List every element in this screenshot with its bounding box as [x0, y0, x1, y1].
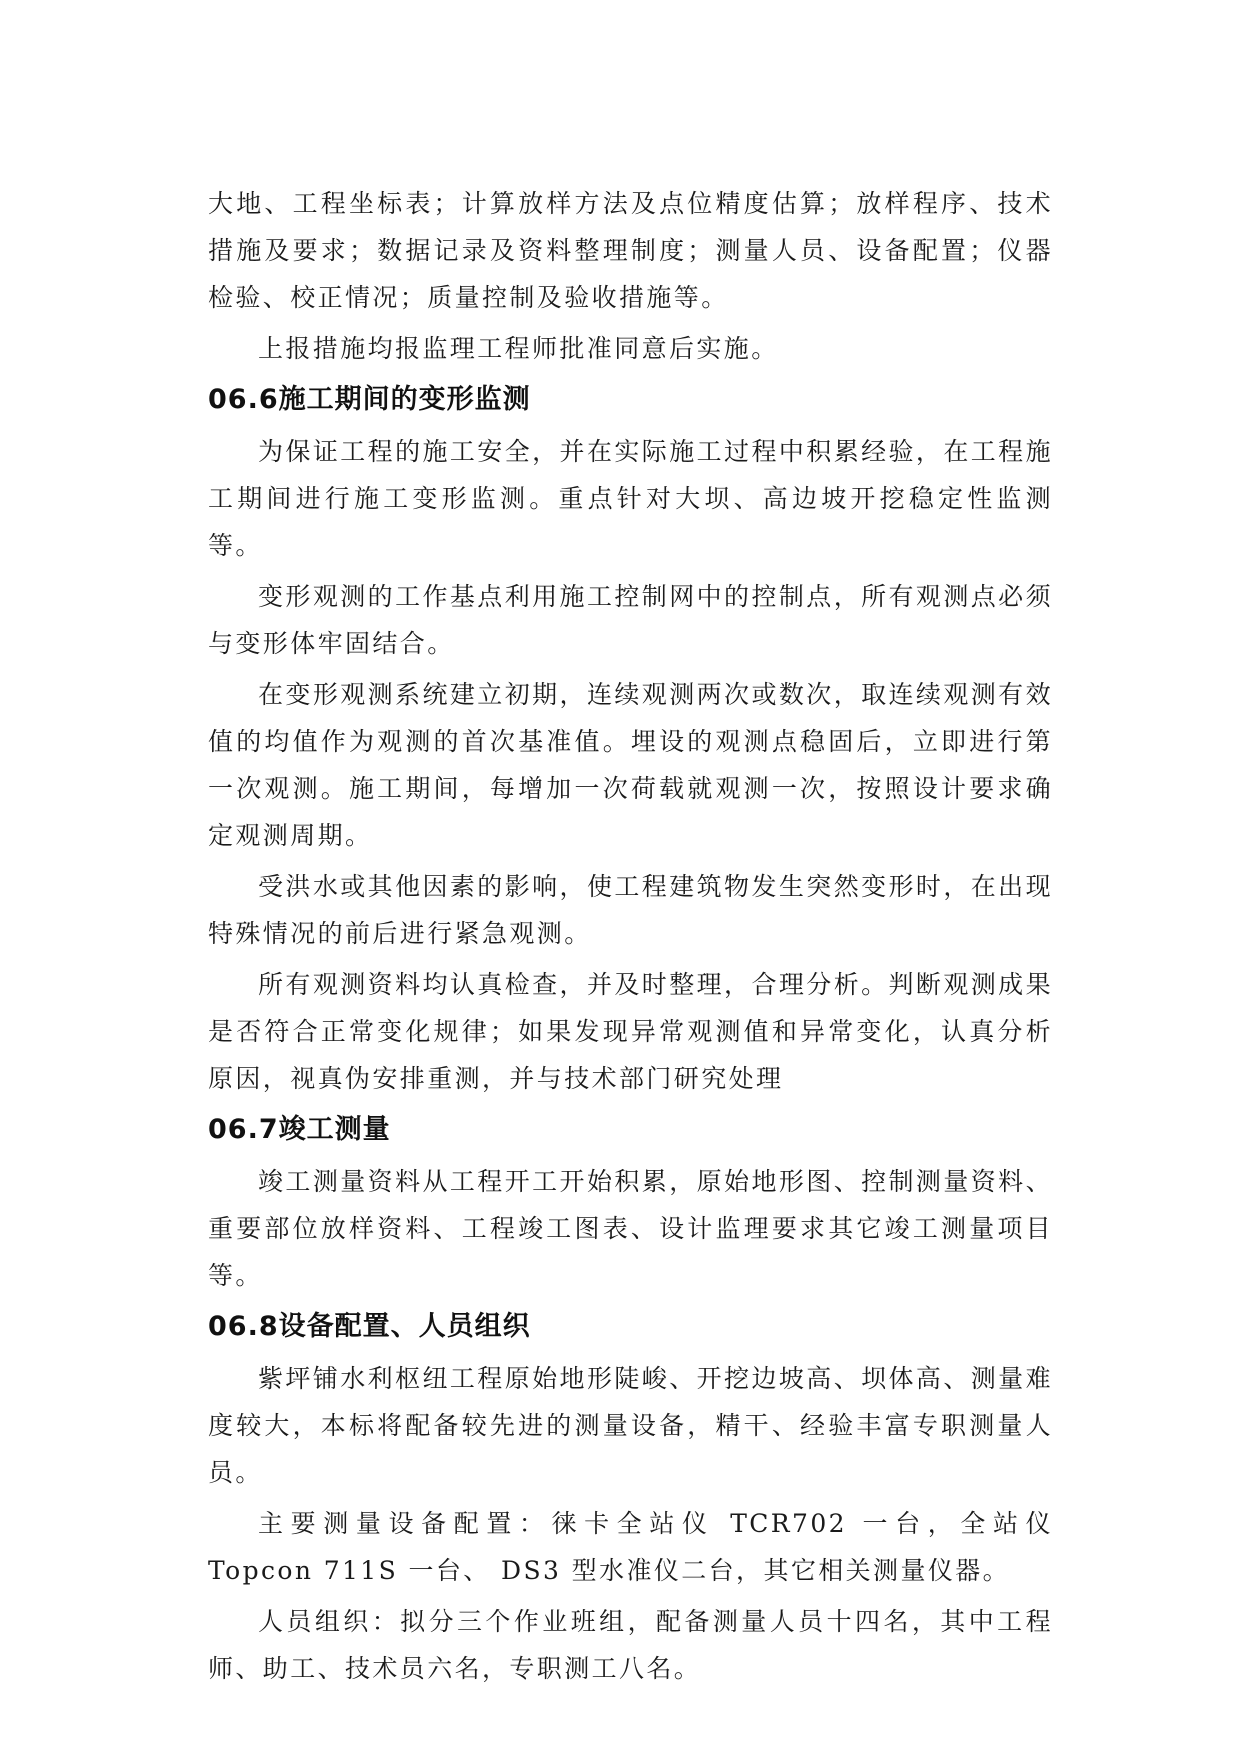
- heading-deformation-monitoring: 06.6施工期间的变形监测: [208, 384, 531, 415]
- heading-equipment-personnel: 06.8设备配置、人员组织: [208, 1311, 531, 1342]
- paragraph-monitoring-purpose: 为保证工程的施工安全，并在实际施工过程中积累经验，在工程施工期间进行施工变形监测。重点针对大坝、高边坡开挖稳定性监测等。: [208, 437, 1053, 560]
- document-body: [208, 180, 1053, 1696]
- paragraph-completion-data: 竣工测量资料从工程开工开始积累，原始地形图、控制测量资料、重要部位放样资料、工程竣工图表、设计监理要求其它竣工测量项目等。: [208, 1167, 1053, 1290]
- paragraph-initial-observation: 在变形观测系统建立初期，连续观测两次或数次，取连续观测有效值的均值作为观测的首次基准值。埋设的观测点稳固后，立即进行第一次观测。施工期间，每增加一次荷载就观测一次，按照设计要求确定观测周期。: [208, 680, 1053, 850]
- paragraph-approval: 上报措施均报监理工程师批准同意后实施。: [258, 334, 779, 363]
- paragraph-emergency-observation: 受洪水或其他因素的影响，使工程建筑物发生突然变形时，在出现特殊情况的前后进行紧急观测。: [208, 872, 1053, 948]
- paragraph-survey-items: 大地、工程坐标表；计算放样方法及点位精度估算；放样程序、技术措施及要求；数据记录及资料整理制度；测量人员、设备配置；仪器检验、校正情况；质量控制及验收措施等。: [208, 189, 1053, 312]
- paragraph-equipment-list: 主要测量设备配置：徕卡全站仪 TCR702 一台，全站仪 Topcon 711S 一台、 DS3 型水准仪二台，其它相关测量仪器。: [208, 1509, 1053, 1585]
- paragraph-working-base-points: 变形观测的工作基点利用施工控制网中的控制点，所有观测点必须与变形体牢固结合。: [208, 582, 1053, 658]
- paragraph-project-difficulty: 紫坪铺水利枢纽工程原始地形陡峻、开挖边坡高、坝体高、测量难度较大，本标将配备较先进的测量设备，精干、经验丰富专职测量人员。: [208, 1364, 1053, 1487]
- paragraph-data-analysis: 所有观测资料均认真检查，并及时整理，合理分析。判断观测成果是否符合正常变化规律；如果发现异常观测值和异常变化，认真分析原因，视真伪安排重测，并与技术部门研究处理: [208, 970, 1053, 1093]
- heading-completion-survey: 06.7竣工测量: [208, 1114, 391, 1145]
- paragraph-personnel-organization: 人员组织：拟分三个作业班组，配备测量人员十四名，其中工程师、助工、技术员六名，专职测工八名。: [208, 1607, 1053, 1683]
